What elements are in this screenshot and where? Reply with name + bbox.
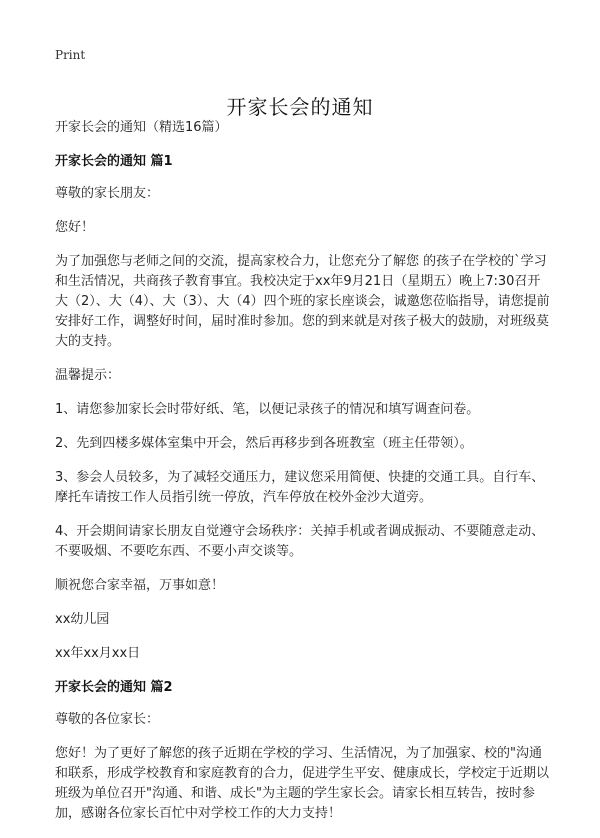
greeting: 尊敬的家长朋友： xyxy=(55,186,160,201)
tip-item: 4、开会期间请家长朋友自觉遵守会场秩序：关掉手机或者调成振动、不要随意走动、不要吸烟、不要吃东西、不要小声交谈等。 xyxy=(55,524,545,559)
greeting: 尊敬的各位家长： xyxy=(55,712,160,727)
tip-item: 1、请您参加家长会时带好纸、笔，以便记录孩子的情况和填写调查问卷。 xyxy=(55,402,480,417)
section-2 xyxy=(55,678,552,824)
body-paragraph: 您好！为了更好了解您的孩子近期在学校的学习、生活情况，为了加强家、校的"沟通和联系，形成学校教育和家庭教育的合力，促进学生平安、健康成长，学校定于近期以班级为单位召开"沟通、和谐、成长"为主题的学生家长会。请家长相互转告，按时参加，感谢各位家长百忙中对学校工作的大力支持！ xyxy=(55,746,550,821)
document-subtitle: 开家长会的通知（精选16篇） xyxy=(55,120,228,135)
body-paragraph: 为了加强您与老师之间的交流，提高家校合力，让您充分了解您 的孩子在学校的`学习和生活情况，共商孩子教育事宜。我校决定于xx年9月21日（星期五）晚上7:30召开大（2）、大（4）、大（3）、大（4）四个班的家长座谈会，诚邀您莅临指导，请您提前安排好工作，调整好时间，届时准时参加。您的到来就是对孩子极大的鼓励，对班级莫大的支持。 xyxy=(55,254,550,349)
signature-org: xx幼儿园 xyxy=(55,612,110,627)
salutation: 您好！ xyxy=(55,220,95,235)
section-1 xyxy=(55,152,552,664)
document-body xyxy=(55,118,552,838)
tip-item: 3、参会人员较多，为了减轻交通压力，建议您采用简便、快捷的交通工具。自行车、摩托车请按工作人员指引统一停放，汽车停放在校外金沙大道旁。 xyxy=(55,470,545,505)
page-title: 开家长会的通知 xyxy=(226,95,374,120)
signature-date: xx年xx月xx日 xyxy=(55,646,141,661)
print-link[interactable]: Print xyxy=(55,48,86,62)
closing-wish: 顺祝您合家幸福，万事如意！ xyxy=(55,578,225,593)
tips-heading: 温馨提示： xyxy=(55,368,121,383)
section-heading: 开家长会的通知 篇1 xyxy=(55,154,173,169)
section-heading: 开家长会的通知 篇2 xyxy=(55,680,173,695)
tip-item: 2、先到四楼多媒体室集中开会，然后再移步到各班教室（班主任带领）。 xyxy=(55,436,473,451)
